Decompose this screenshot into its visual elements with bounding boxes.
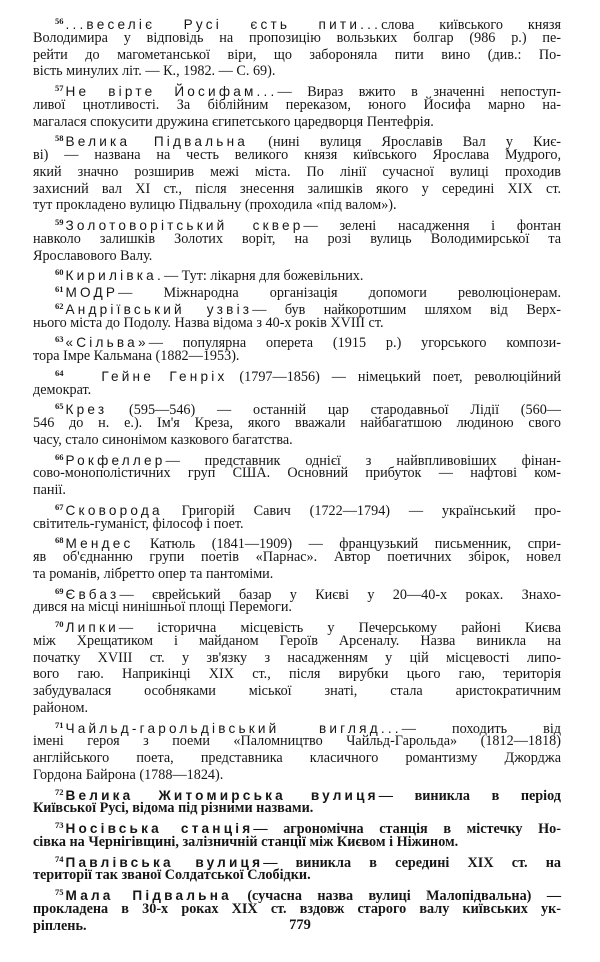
footnote-number: 57 <box>55 83 64 93</box>
footnote-56: $^{56}$ ...веселіє Русі єсть пити...слова київського князя Володимира у відповідь на пропозицію вользьких болгар (986 р.) пе- рейти до магометанської віри, що забороняла пити вино (див.: По- вість минулих літ. — К., 1982. — С. 69). <box>33 16 562 80</box>
footnote-number: 63 <box>55 334 64 345</box>
footnote-number: 68 <box>55 535 64 546</box>
footnote-number: 59 <box>55 217 64 227</box>
footnote-63: $^{63}$ «Сільва»— популярна оперета (1915 р.) угорського компози- тора Імре Кальмана (1882—1953). <box>33 334 561 364</box>
footnote-70: $^{70}$ Липки— історична місцевість у Печерському районі Києва між Хрещатиком і майданом Героїв Арсеналу. Назва виникла на початку XVIII ст. у зв'язку з насадженням у цій місцевості липо- вого гаю. Наприкінці XIX ст., після вирубки цього гаю, територія забудувалася особняками міської знаті, стала аристократичним районом. <box>33 619 561 716</box>
footnote-number: 73 <box>55 820 64 830</box>
footnote-number: 56 <box>55 16 64 26</box>
footnote-term: Гейне Генріх <box>101 368 228 384</box>
footnote-68: $^{68}$ Мендес Катюль (1841—1909) — французький письменник, спри- яв об'єднанню групи поетів «Парнас». Автор поетичних збірок, новел та романів, лібретто опер та пантоміми. <box>33 535 561 582</box>
footnote-term: Кирилівка. <box>65 268 164 284</box>
footnote-term: Липки <box>65 620 119 635</box>
footnote-term: Павлівська вулиця <box>65 854 264 870</box>
footnotes-page <box>33 13 561 934</box>
footnote-number: 74 <box>55 853 64 864</box>
footnote-69: $^{69}$ Євбаз— єврейський базар у Києві у 20—40-х роках. Знахо- дився на місці нинішньої площі Перемоги. <box>33 585 561 616</box>
footnote-number: 64 <box>55 367 64 378</box>
page-number: 779 <box>289 917 311 933</box>
footnote-number: 66 <box>55 451 64 462</box>
footnote-term: Євбаз <box>65 586 120 602</box>
footnote-60: $^{60}$ Кирилівка.— Тут: лікарня для божевільних. <box>55 267 364 285</box>
footnote-number: 61 <box>55 284 64 294</box>
footnote-term: Чайльд-гарольдівський вигляд... <box>65 720 402 736</box>
footnote-term: Крез <box>65 402 108 418</box>
footnote-term: Андріївський узвіз <box>65 301 253 317</box>
footnote-term: Золотоворітський сквер <box>65 218 304 233</box>
footnote-61: $^{61}$ МОДР— Міжнародна організація допомоги революціонерам. <box>55 284 561 301</box>
footnote-term: Мала Підвальна <box>65 888 232 903</box>
footnote-58: $^{58}$ Велика Підвальна (нині вулиця Ярославів Вал у Киє- ві) — названа на честь великого князя київського Ярослава Мудрого, який значно розширив межі міста. По лінії сучасної вулиці проходив захисний вал XI ст., після знесення залишків якого у середині XIX ст. тут прокладено вулицю Підвальну (проходила «під валом»). <box>33 133 562 214</box>
footnote-66: $^{66}$ Рокфеллер— представник однієї з найвпливовіших фінан- сово-монополістичних груп США. Основний прибуток — нафтові ком- панії. <box>33 451 561 498</box>
footnote-74: $^{74}$ Павлівська вулиця— виникла в середині XIX ст. на території так званої Солдатської Слобідки. <box>33 853 561 884</box>
footnote-67: $^{67}$ Сковорода Григорій Савич (1722—1794) — український про- світитель-гуманіст, філософ і поет. <box>33 501 561 532</box>
footnote-number: 71 <box>55 719 64 730</box>
footnote-number: 70 <box>55 619 64 629</box>
footnote-59: $^{59}$ Золотоворітський сквер— зелені насадження і фонтан навколо залишків Золотих воріт, на розі вулиць Володимирської та Ярославового Валу. <box>33 217 561 264</box>
footnote-57: $^{57}$ Не вірте Йосифам...— Вираз вжито в значенні непоступ- ливої цнотливості. За біблійним переказом, юного Йосифа марно на- магалася спокусити дружина єгипетського царедворця Пентефрія. <box>33 83 561 130</box>
footnote-number: 69 <box>55 585 64 596</box>
footnote-term: МОДР <box>65 285 119 300</box>
footnote-term: Носівська станція <box>65 821 254 836</box>
footnote-term: Велика Підвальна <box>65 134 249 150</box>
footnote-term: Сковорода <box>65 502 163 518</box>
footnote-number: 58 <box>55 133 64 144</box>
footnote-number: 62 <box>55 300 64 311</box>
footnote-72: $^{72}$ Велика Житомирська вулиця— виникла в період Київської Русі, відома під різними назвами. <box>33 786 561 817</box>
footnote-number: 60 <box>55 267 64 278</box>
footnote-number: 72 <box>55 786 64 797</box>
footnote-term: Не вірте Йосифам... <box>65 84 278 99</box>
footnote-71: $^{71}$ Чайльд-гарольдівський вигляд...— походить від імені героя з поеми «Паломництво Чайльд-Гарольда» (1812—1818) англійського поета, представника класичного романтизму Джорджа Гордона Байрона (1788—1824). <box>33 719 561 783</box>
footnote-64: $^{64}$ Гейне Генріх (1797—1856) — німецький поет, революційний демократ. <box>33 367 562 398</box>
footnote-term: «Сільва» <box>65 335 149 351</box>
footnote-75: $^{75}$ Мала Підвальна (сучасна назва вулиці Малопідвальна) — прокладена в 30-х роках XIX ст. вздовж старого валу київських ук- ріплень. <box>33 887 562 934</box>
footnote-number: 75 <box>55 887 64 897</box>
footnote-term: Велика Житомирська вулиця <box>65 787 379 803</box>
footnote-term: Рокфеллер <box>65 452 166 468</box>
footnote-number: 67 <box>55 501 64 512</box>
footnote-number: 65 <box>55 401 64 412</box>
footnote-73: $^{73}$ Носівська станція— агрономічна станція в містечку Но- сівка на Чернігівщині, залізничній станції між Києвом і Ніжином. <box>33 820 561 850</box>
footnote-term: Мендес <box>65 536 134 552</box>
footnote-62: $^{62}$ Андріївський узвіз— був найкоротшим шляхом від Верх- нього міста до Подолу. Назва відома з 40-х років XVIII ст. <box>33 300 561 331</box>
footnote-65: $^{65}$ Крез (595—546) — останній цар стародавньої Лідії (560— 546 до н. е.). Ім'я Креза, якого вважали найбагатшою людиною свого часу, стало синонімом казкового багатства. <box>33 401 561 448</box>
footnote-term: ...веселіє Русі єсть пити... <box>65 17 382 32</box>
